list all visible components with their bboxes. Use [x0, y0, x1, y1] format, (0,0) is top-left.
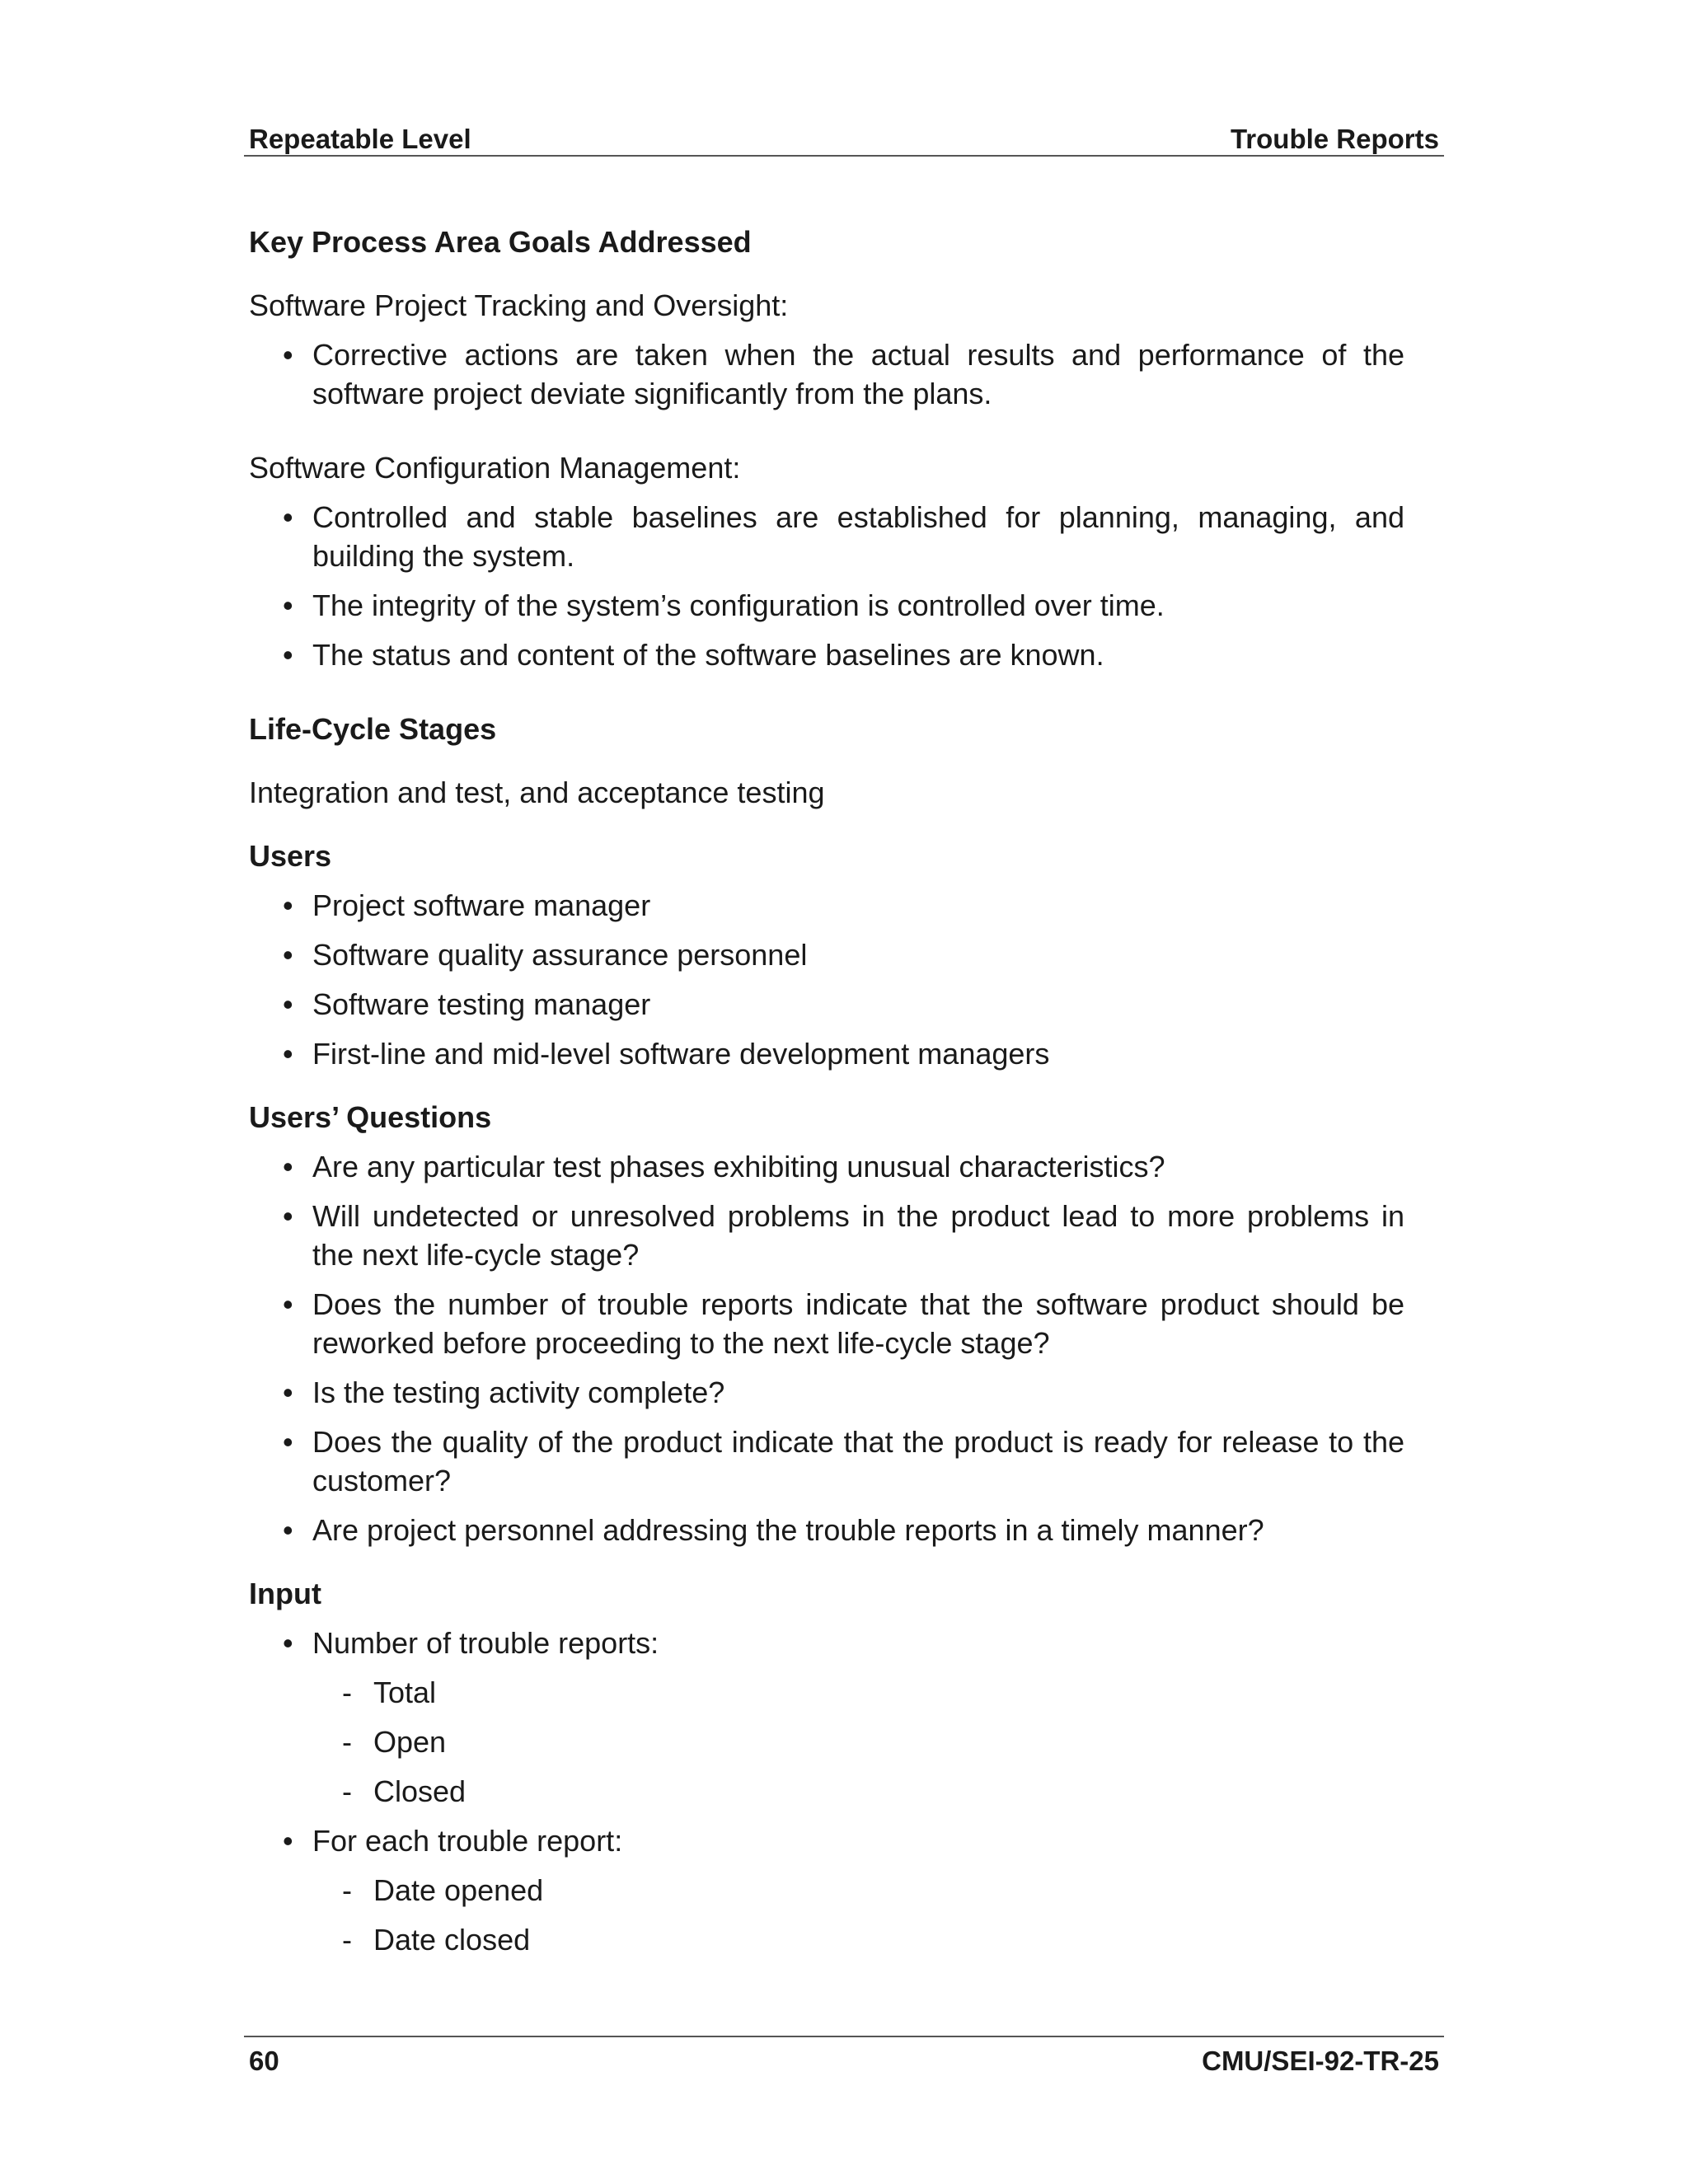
bullet-icon: • [283, 1150, 293, 1183]
user-item: • Software testing manager [249, 985, 1404, 1024]
question-item: • Is the testing activity complete? [249, 1373, 1404, 1412]
bullet-icon: • [283, 987, 293, 1021]
bullet-icon: • [283, 338, 293, 372]
lifecycle-heading: Life-Cycle Stages [249, 712, 497, 746]
input-subitem: - Open [312, 1722, 1404, 1761]
bullet-icon: • [283, 1425, 293, 1459]
input-sublist [312, 1673, 1404, 1811]
questions-heading: Users’ Questions [249, 1100, 492, 1134]
bullet-icon: • [283, 1037, 293, 1071]
bullet-icon: • [283, 1626, 293, 1660]
page-number: 60 [249, 2046, 279, 2076]
dash-icon: - [342, 1675, 352, 1709]
dash-icon: - [342, 1873, 352, 1907]
goal-list [249, 498, 1403, 674]
goal-group-label: Software Configuration Management: [249, 451, 741, 485]
input-subitem: - Date closed [312, 1920, 1404, 1959]
dash-icon: - [342, 1774, 352, 1808]
user-item: • First-line and mid-level software development managers [249, 1034, 1404, 1073]
running-footer [244, 2036, 1444, 2079]
goal-list [249, 335, 1403, 413]
users-list [249, 886, 1403, 1073]
bullet-icon: • [283, 888, 293, 922]
goal-item: • The integrity of the system’s configuration is controlled over time. [249, 586, 1404, 625]
dash-icon: - [342, 1923, 352, 1957]
lifecycle-text: Integration and test, and acceptance testing [249, 776, 825, 809]
goal-item: • The status and content of the software baselines are known. [249, 635, 1404, 674]
input-list [249, 1624, 1403, 1959]
goals-heading: Key Process Area Goals Addressed [249, 225, 752, 259]
user-item: • Software quality assurance personnel [249, 935, 1404, 974]
question-item: • Does the number of trouble reports indicate that the software product should be reworked before proceeding to the next life-cycle stage? [249, 1285, 1404, 1362]
document-body [249, 223, 1403, 1970]
input-heading: Input [249, 1577, 321, 1610]
questions-list [249, 1147, 1403, 1549]
dash-icon: - [342, 1725, 352, 1759]
bullet-icon: • [283, 1199, 293, 1233]
header-section-title: Repeatable Level [249, 124, 471, 154]
header-chapter-title: Trouble Reports [1230, 124, 1439, 154]
bullet-icon: • [283, 588, 293, 622]
input-subitem: - Closed [312, 1772, 1404, 1811]
question-item: • Does the quality of the product indicate that the product is ready for release to the customer? [249, 1422, 1404, 1500]
input-subitem: - Total [312, 1673, 1404, 1712]
goal-item: • Controlled and stable baselines are established for planning, managing, and building the system. [249, 498, 1404, 575]
question-item: • Are any particular test phases exhibiting unusual characteristics? [249, 1147, 1404, 1186]
input-sublist [312, 1871, 1404, 1959]
bullet-icon: • [283, 938, 293, 972]
bullet-icon: • [283, 638, 293, 672]
bullet-icon: • [283, 1513, 293, 1547]
bullet-icon: • [283, 1376, 293, 1409]
question-item: • Will undetected or unresolved problems in the product lead to more problems in the next life-cycle stage? [249, 1197, 1404, 1274]
running-header [244, 124, 1444, 157]
goal-group-label: Software Project Tracking and Oversight: [249, 288, 789, 322]
user-item: • Project software manager [249, 886, 1404, 925]
bullet-icon: • [283, 500, 293, 534]
report-id: CMU/SEI-92-TR-25 [1202, 2046, 1439, 2076]
bullet-icon: • [283, 1287, 293, 1321]
input-item: • Number of trouble reports: - Total - Open - Closed [249, 1624, 1404, 1811]
question-item: • Are project personnel addressing the trouble reports in a timely manner? [249, 1511, 1404, 1549]
bullet-icon: • [283, 1824, 293, 1858]
goal-item: • Corrective actions are taken when the actual results and performance of the software project deviate significantly from the plans. [249, 335, 1404, 413]
input-item: • For each trouble report: - Date opened - Date closed [249, 1821, 1404, 1959]
users-heading: Users [249, 839, 332, 873]
input-subitem: - Date opened [312, 1871, 1404, 1910]
